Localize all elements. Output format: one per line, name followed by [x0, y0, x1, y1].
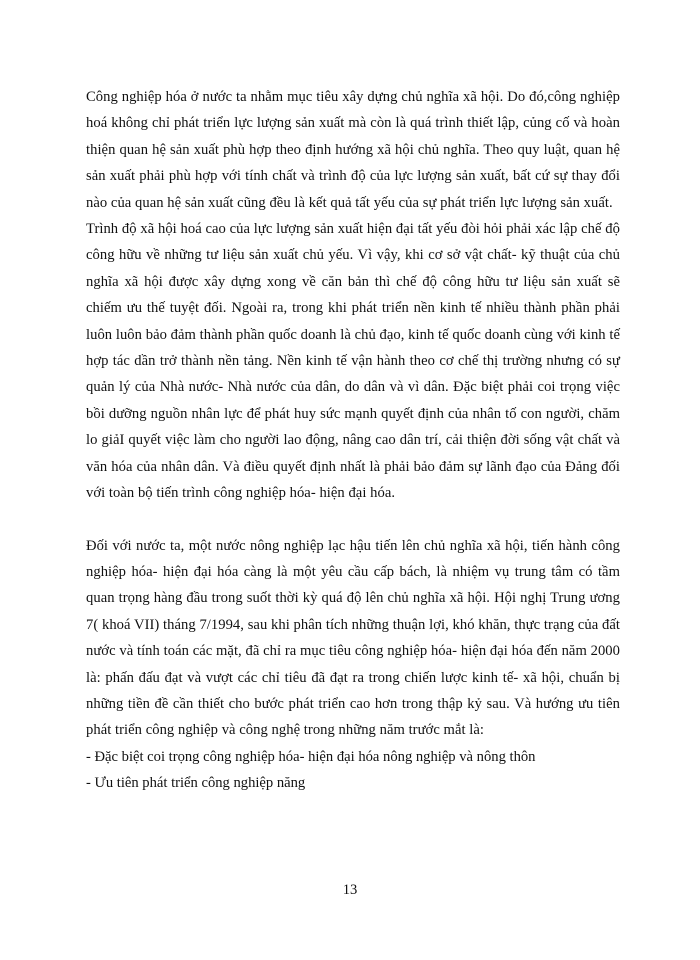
bullet-item-agriculture: - Đặc biệt coi trọng công nghiệp hóa- hiện đại hóa nông nghiệp và nông thôn: [86, 748, 536, 765]
paragraph-national-context: Đối với nước ta, một nước nông nghiệp lạc hậu tiến lên chủ nghĩa xã hội, tiến hành công nghiệp hóa- hiện đại hóa càng là một yêu cầu cấp bách, là nhiệm vụ trung tâm có tầm quan trọng hàng đầu trong suốt thời kỳ quá độ lên chủ nghĩa xã hội. Hội nghị Trung ương 7( khoá VII) tháng 7/1994, sau khi phân tích những thuận lợi, khó khăn, thực trạng của đất nước và tính toán các mặt, đã chỉ ra mục tiêu công nghiệp hóa- hiện đại hóa đến năm 2000 là: phấn đấu đạt và vượt các chỉ tiêu đã đạt ra trong chiến lược kinh tế- xã hội, chuẩn bị những tiền đề cần thiết cho bước phát triển cao hơn trong thập kỷ sau. Và hướng ưu tiên phát triển công nghiệp và công nghệ trong những năm trước mắt là:: [86, 537, 620, 739]
page-body: [86, 84, 620, 797]
paragraph-industrialization-goal: Công nghiệp hóa ở nước ta nhằm mục tiêu xây dựng chủ nghĩa xã hội. Do đó,công nghiệp hoá không chỉ phát triển lực lượng sản xuất mà còn là quá trình thiết lập, củng cố và hoàn thiện quan hệ sản xuất phù hợp theo định hướng xã hội chủ nghĩa. Theo quy luật, quan hệ sản xuất phải phù hợp với tính chất và trình độ của lực lượng sản xuất, bất cứ sự thay đổi nào của quan hệ sản xuất cũng đều là kết quả tất yếu của sự phát triển lực lượng sản xuất.: [86, 89, 620, 211]
paragraph-public-ownership: Trình độ xã hội hoá cao của lực lượng sản xuất hiện đại tất yếu đòi hỏi phải xác lập chế độ công hữu về những tư liệu sản xuất chủ yếu. Vì vậy, khi cơ sở vật chất- kỹ thuật của chủ nghĩa xã hội được xây dựng xong về căn bản thì chế độ công hữu tư liệu sản xuất sẽ chiếm ưu thế tuyệt đối. Ngoài ra, trong khi phát triển nền kinh tế nhiều thành phần phải luôn luôn bảo đảm thành phần quốc doanh là chủ đạo, kinh tế quốc doanh cùng với kinh tế hợp tác dần trở thành nền tảng. Nền kinh tế vận hành theo cơ chế thị trường nhưng có sự quản lý của Nhà nước- Nhà nước của dân, do dân và vì dân. Đặc biệt phải coi trọng việc bồi dưỡng nguồn nhân lực để phát huy sức mạnh quyết định của nhân tố con người, chăm lo giảI quyết việc làm cho người lao động, nâng cao dân trí, cải thiện đời sống vật chất và văn hóa của nhân dân. Và điều quyết định nhất là phải bảo đảm sự lãnh đạo của Đảng đối với toàn bộ tiến trình công nghiệp hóa- hiện đại hóa.: [86, 221, 620, 502]
bullet-item-priority-industry: - Ưu tiên phát triển công nghiệp năng: [86, 775, 306, 792]
page-number: 13: [342, 882, 358, 898]
